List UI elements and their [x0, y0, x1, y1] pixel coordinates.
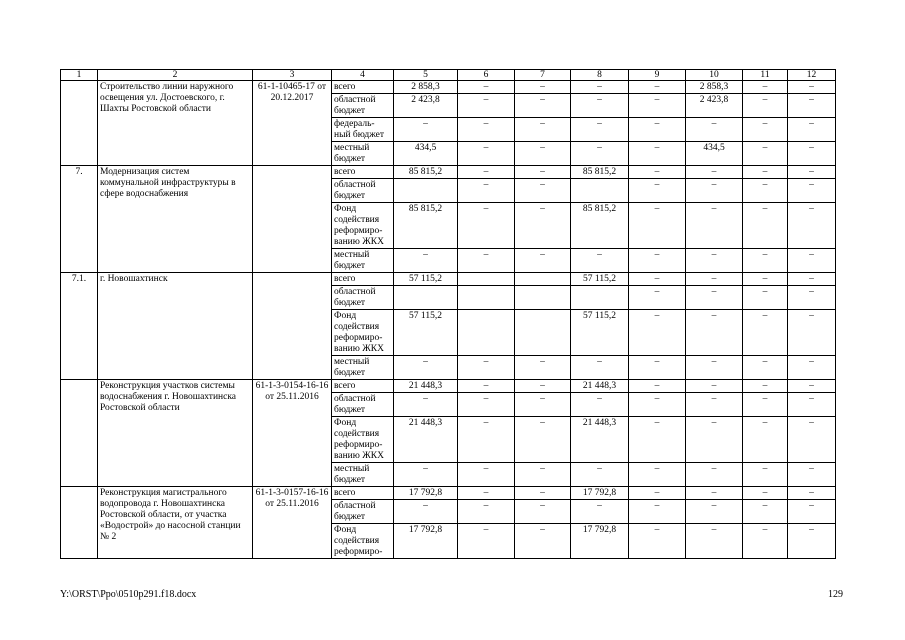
amount-cell: – — [629, 380, 686, 393]
table-row — [61, 166, 836, 179]
funding-source: областной бюджет — [332, 286, 394, 310]
funding-source: Фонд содействия реформиро-ванию ЖКХ — [332, 417, 394, 463]
amount-cell: – — [686, 166, 743, 179]
amount-cell: – — [686, 417, 743, 463]
amount-cell: – — [629, 179, 686, 203]
funding-source: местный бюджет — [332, 463, 394, 487]
amount-cell: – — [788, 393, 836, 417]
amount-cell: – — [788, 286, 836, 310]
amount-cell: – — [629, 94, 686, 118]
page-number: 129 — [828, 589, 843, 600]
amount-cell: – — [394, 118, 458, 142]
amount-cell: – — [515, 524, 571, 559]
amount-cell: – — [629, 487, 686, 500]
column-header: 11 — [743, 70, 788, 81]
funding-source: областной бюджет — [332, 393, 394, 417]
document-reference: 61-1-10465-17 от 20.12.2017 — [253, 81, 332, 166]
amount-cell: – — [458, 249, 515, 273]
amount-cell: 17 792,8 — [394, 487, 458, 500]
column-header: 6 — [458, 70, 515, 81]
funding-source: Фонд содействия реформиро-ванию ЖКХ — [332, 310, 394, 356]
column-header: 10 — [686, 70, 743, 81]
amount-cell: 57 115,2 — [571, 273, 629, 286]
column-header: 7 — [515, 70, 571, 81]
amount-cell: 21 448,3 — [571, 417, 629, 463]
amount-cell — [394, 179, 458, 203]
amount-cell: – — [743, 142, 788, 166]
amount-cell: 85 815,2 — [571, 166, 629, 179]
amount-cell: – — [458, 393, 515, 417]
item-name: Реконструкция участков системы водоснабжения г. Новошахтинска Ростовской области — [98, 380, 253, 487]
amount-cell: 2 858,3 — [394, 81, 458, 94]
amount-cell: – — [458, 203, 515, 249]
amount-cell: – — [515, 249, 571, 273]
amount-cell: 21 448,3 — [394, 417, 458, 463]
amount-cell: – — [743, 118, 788, 142]
column-header: 12 — [788, 70, 836, 81]
amount-cell: – — [686, 249, 743, 273]
amount-cell: 57 115,2 — [571, 310, 629, 356]
amount-cell: – — [571, 500, 629, 524]
amount-cell: – — [686, 286, 743, 310]
table-row — [61, 380, 836, 393]
amount-cell: – — [515, 463, 571, 487]
amount-cell: – — [743, 249, 788, 273]
amount-cell: – — [458, 356, 515, 380]
amount-cell: – — [629, 118, 686, 142]
item-number — [61, 380, 98, 487]
item-name: Модернизация систем коммунальной инфраструктуры в сфере водоснабжения — [98, 166, 253, 273]
amount-cell: – — [788, 356, 836, 380]
amount-cell: – — [458, 81, 515, 94]
amount-cell: 57 115,2 — [394, 273, 458, 286]
amount-cell: – — [788, 310, 836, 356]
amount-cell: – — [743, 81, 788, 94]
amount-cell: 2 423,8 — [394, 94, 458, 118]
amount-cell: – — [788, 166, 836, 179]
amount-cell — [515, 286, 571, 310]
table-row — [61, 273, 836, 286]
amount-cell: – — [629, 463, 686, 487]
budget-table — [60, 69, 836, 559]
amount-cell: – — [686, 380, 743, 393]
item-number — [61, 487, 98, 559]
amount-cell: – — [458, 487, 515, 500]
amount-cell: – — [458, 417, 515, 463]
table-body — [61, 70, 836, 559]
item-name: Строительство линии наружного освещения ул. Достоевского, г. Шахты Ростовской области — [98, 81, 253, 166]
column-header: 9 — [629, 70, 686, 81]
amount-cell: – — [788, 81, 836, 94]
item-number — [61, 81, 98, 166]
amount-cell: – — [743, 524, 788, 559]
amount-cell: – — [743, 463, 788, 487]
amount-cell — [394, 286, 458, 310]
amount-cell: – — [629, 203, 686, 249]
item-number: 7. — [61, 166, 98, 273]
amount-cell: – — [515, 393, 571, 417]
amount-cell: 434,5 — [686, 142, 743, 166]
amount-cell — [458, 273, 515, 286]
amount-cell: – — [458, 118, 515, 142]
amount-cell: – — [788, 487, 836, 500]
amount-cell: – — [788, 142, 836, 166]
amount-cell: – — [515, 94, 571, 118]
amount-cell: – — [629, 249, 686, 273]
amount-cell: – — [788, 94, 836, 118]
amount-cell: – — [743, 94, 788, 118]
amount-cell: – — [629, 524, 686, 559]
amount-cell: – — [743, 380, 788, 393]
amount-cell: 85 815,2 — [394, 166, 458, 179]
amount-cell: 17 792,8 — [571, 524, 629, 559]
amount-cell: – — [686, 273, 743, 286]
amount-cell: – — [686, 393, 743, 417]
amount-cell: – — [686, 356, 743, 380]
funding-source: Фонд содействия реформиро-ванию ЖКХ — [332, 203, 394, 249]
amount-cell: – — [515, 118, 571, 142]
amount-cell: 2 858,3 — [686, 81, 743, 94]
amount-cell: – — [743, 393, 788, 417]
funding-source: местный бюджет — [332, 356, 394, 380]
amount-cell: – — [788, 179, 836, 203]
amount-cell: – — [629, 356, 686, 380]
document-reference: 61-1-3-0154-16-16 от 25.11.2016 — [253, 380, 332, 487]
amount-cell: – — [686, 118, 743, 142]
funding-source: областной бюджет — [332, 500, 394, 524]
table-row — [61, 81, 836, 94]
amount-cell: 85 815,2 — [394, 203, 458, 249]
amount-cell: – — [743, 417, 788, 463]
amount-cell: – — [743, 500, 788, 524]
amount-cell: – — [629, 417, 686, 463]
amount-cell: – — [515, 500, 571, 524]
amount-cell — [458, 286, 515, 310]
amount-cell: 21 448,3 — [394, 380, 458, 393]
amount-cell: – — [743, 356, 788, 380]
amount-cell — [458, 310, 515, 356]
amount-cell: – — [788, 249, 836, 273]
amount-cell: 57 115,2 — [394, 310, 458, 356]
funding-source: всего — [332, 487, 394, 500]
header-row — [61, 70, 836, 81]
amount-cell — [571, 286, 629, 310]
amount-cell: – — [515, 356, 571, 380]
amount-cell: 434,5 — [394, 142, 458, 166]
amount-cell: – — [394, 463, 458, 487]
amount-cell: 17 792,8 — [394, 524, 458, 559]
amount-cell: – — [515, 142, 571, 166]
amount-cell: – — [743, 179, 788, 203]
amount-cell: – — [394, 393, 458, 417]
amount-cell: – — [788, 273, 836, 286]
funding-source: всего — [332, 81, 394, 94]
funding-source: всего — [332, 166, 394, 179]
funding-source: областной бюджет — [332, 179, 394, 203]
document-reference — [253, 166, 332, 273]
funding-source: Фонд содействия реформиро- — [332, 524, 394, 559]
amount-cell: – — [629, 310, 686, 356]
column-header: 1 — [61, 70, 98, 81]
table-row — [61, 487, 836, 500]
document-reference — [253, 273, 332, 380]
amount-cell: – — [686, 500, 743, 524]
amount-cell: – — [571, 249, 629, 273]
amount-cell: – — [458, 166, 515, 179]
column-header: 2 — [98, 70, 253, 81]
funding-source: областной бюджет — [332, 94, 394, 118]
funding-source: местный бюджет — [332, 249, 394, 273]
amount-cell: – — [788, 203, 836, 249]
column-header: 3 — [253, 70, 332, 81]
column-header: 4 — [332, 70, 394, 81]
amount-cell: – — [788, 118, 836, 142]
amount-cell: – — [458, 380, 515, 393]
amount-cell: – — [743, 487, 788, 500]
amount-cell: – — [458, 94, 515, 118]
amount-cell: – — [515, 380, 571, 393]
amount-cell: – — [458, 179, 515, 203]
amount-cell: 21 448,3 — [571, 380, 629, 393]
funding-source: всего — [332, 380, 394, 393]
amount-cell: – — [788, 463, 836, 487]
amount-cell: – — [629, 273, 686, 286]
amount-cell: – — [515, 487, 571, 500]
amount-cell: – — [788, 380, 836, 393]
amount-cell: – — [629, 393, 686, 417]
amount-cell: – — [743, 203, 788, 249]
amount-cell: – — [629, 166, 686, 179]
amount-cell: – — [743, 273, 788, 286]
amount-cell: – — [571, 393, 629, 417]
amount-cell: – — [686, 179, 743, 203]
funding-source: всего — [332, 273, 394, 286]
file-path: Y:\ORST\Ppo\0510p291.f18.docx — [60, 589, 197, 600]
item-name: Реконструкция магистрального водопровода г. Новошахтинска Ростовской области, от участка «Водострой» до насосной станции № 2 — [98, 487, 253, 559]
item-name: г. Новошахтинск — [98, 273, 253, 380]
amount-cell: – — [571, 118, 629, 142]
amount-cell: – — [743, 286, 788, 310]
amount-cell: – — [515, 203, 571, 249]
amount-cell: 17 792,8 — [571, 487, 629, 500]
amount-cell: – — [394, 249, 458, 273]
amount-cell: – — [743, 310, 788, 356]
amount-cell: – — [629, 142, 686, 166]
amount-cell: – — [571, 81, 629, 94]
item-number: 7.1. — [61, 273, 98, 380]
amount-cell — [515, 273, 571, 286]
amount-cell: – — [458, 500, 515, 524]
amount-cell: – — [788, 417, 836, 463]
amount-cell: – — [686, 487, 743, 500]
amount-cell: – — [515, 417, 571, 463]
amount-cell: – — [686, 203, 743, 249]
amount-cell: – — [571, 463, 629, 487]
amount-cell: – — [571, 356, 629, 380]
amount-cell: – — [515, 166, 571, 179]
funding-source: местный бюджет — [332, 142, 394, 166]
amount-cell: – — [686, 524, 743, 559]
amount-cell — [515, 310, 571, 356]
amount-cell: – — [788, 524, 836, 559]
amount-cell: – — [629, 500, 686, 524]
amount-cell: – — [629, 286, 686, 310]
document-reference: 61-1-3-0157-16-16 от 25.11.2016 — [253, 487, 332, 559]
amount-cell: – — [743, 166, 788, 179]
amount-cell: – — [629, 81, 686, 94]
amount-cell: 2 423,8 — [686, 94, 743, 118]
amount-cell: – — [686, 310, 743, 356]
amount-cell: – — [515, 179, 571, 203]
amount-cell: – — [394, 500, 458, 524]
amount-cell: – — [788, 500, 836, 524]
amount-cell: – — [686, 463, 743, 487]
amount-cell — [571, 179, 629, 203]
amount-cell: – — [571, 94, 629, 118]
column-header: 8 — [571, 70, 629, 81]
amount-cell: – — [458, 463, 515, 487]
amount-cell: – — [571, 142, 629, 166]
amount-cell: – — [394, 356, 458, 380]
amount-cell: 85 815,2 — [571, 203, 629, 249]
column-header: 5 — [394, 70, 458, 81]
amount-cell: – — [458, 142, 515, 166]
amount-cell: – — [458, 524, 515, 559]
funding-source: федераль-ный бюджет — [332, 118, 394, 142]
amount-cell: – — [515, 81, 571, 94]
